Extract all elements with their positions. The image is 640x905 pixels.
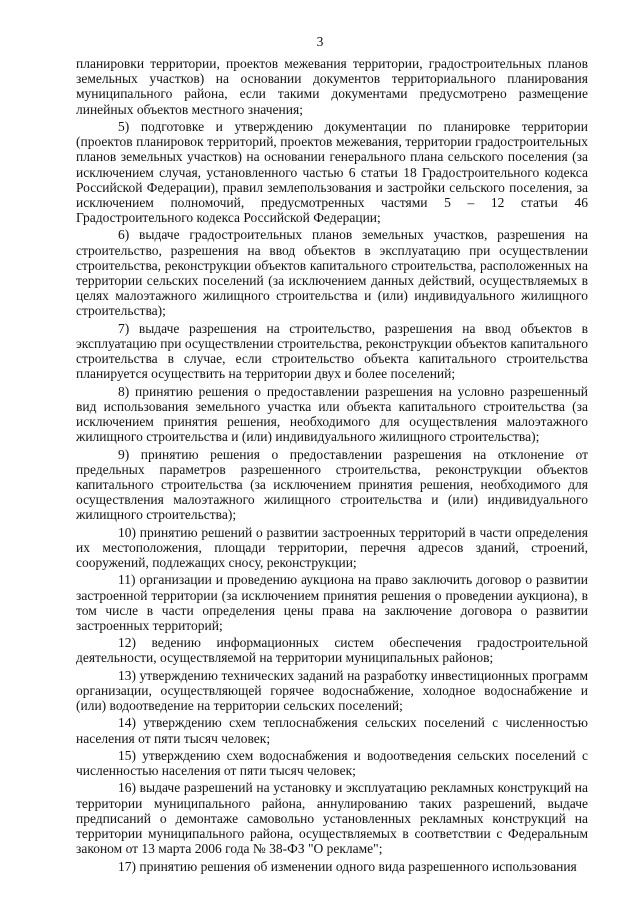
paragraph-item-12: 12) ведению информационных систем обеспечения градостроительной деятельности, осуществляемой на территории муниципальных районов; [76, 635, 588, 666]
paragraph-item-8: 8) принятию решения о предоставлении разрешения на условно разрешенный вид использования земельного участка или объекта капитального строительства (за исключением принятия решения, необходимого для осуществления малоэтажного жилищного строительства и (или) индивидуального жилищного строительства); [76, 383, 588, 445]
paragraph-item-6: 6) выдаче градостроительных планов земельных участков, разрешения на строительство, разрешения на ввод объектов в эксплуатацию при осуществлении строительства, реконструкции объектов капитального строительства, расположенных на территории сельских поселений (за исключением данных действий, осуществляемых в целях малоэтажного жилищного строительства и (или) индивидуального жилищного строительства); [76, 227, 588, 319]
paragraph-item-11: 11) организации и проведению аукциона на право заключить договор о развитии застроенной территории (за исключением принятия решения о проведении аукциона), в том числе в части определения цены права на заключение договора о развитии застроенных территорий; [76, 572, 588, 633]
paragraph-item-7: 7) выдаче разрешения на строительство, разрешения на ввод объектов в эксплуатацию при осуществлении строительства, реконструкции объектов капитального строительства в случае, если строительство объекта капитального строительства планируется осуществить на территории двух и более поселений; [76, 320, 588, 382]
paragraph-item-16: 16) выдаче разрешений на установку и эксплуатацию рекламных конструкций на территории муниципального района, аннулированию таких разрешений, выдаче предписаний о демонтаже самовольно установленных рекламных конструкций на территории муниципального района, осуществляемых в соответствии с Федеральным законом от 13 марта 2006 года № 38-ФЗ "О рекламе"; [76, 780, 588, 857]
document-body [76, 56, 588, 876]
paragraph-continuation: планировки территории, проектов межевания территории, градостроительных планов земельных участков) на основании документов территориального планирования муниципального района, если такими документами предусмотрено размещение линейных объектов местного значения; [76, 56, 588, 117]
paragraph-item-17: 17) принятию решения об изменении одного вида разрешенного использования [118, 858, 577, 874]
paragraph-item-14: 14) утверждению схем теплоснабжения сельских поселений с численностью населения от пяти тысяч человек; [76, 715, 588, 746]
paragraph-item-9: 9) принятию решения о предоставлении разрешения на отклонение от предельных параметров разрешенного строительства, реконструкции объектов капитального строительства (за исключением принятия решения, необходимого для осуществления малоэтажного жилищного строительства и (или) индивидуального жилищного строительства); [76, 446, 588, 523]
paragraph-item-10: 10) принятию решений о развитии застроенных территорий в части определения их местоположения, площади территории, перечня адресов зданий, строений, сооружений, подлежащих сносу, реконструкции; [76, 524, 588, 571]
paragraph-item-15: 15) утверждению схем водоснабжения и водоотведения сельских поселений с численностью населения от пяти тысяч человек; [76, 747, 588, 779]
page-number: 3 [316, 34, 324, 49]
paragraph-item-13: 13) утверждению технических заданий на разработку инвестиционных программ организации, осуществляющей горячее водоснабжение, холодное водоснабжение и (или) водоотведение на территории сельских поселений; [76, 667, 588, 714]
paragraph-item-5: 5) подготовке и утверждению документации по планировке территории (проектов планировок территорий, проектов межевания, территории градостроительных планов земельных участков) на основании генерального плана сельского поселения (за исключением случая, установленного частью 6 статьи 18 Градостроительного кодекса Российской Федерации), правил землепользования и застройки сельского поселения, за исключением полномочий, предусмотренных частями 5 – 12 статьи 46 Градостроительного кодекса Российской Федерации; [76, 118, 588, 226]
